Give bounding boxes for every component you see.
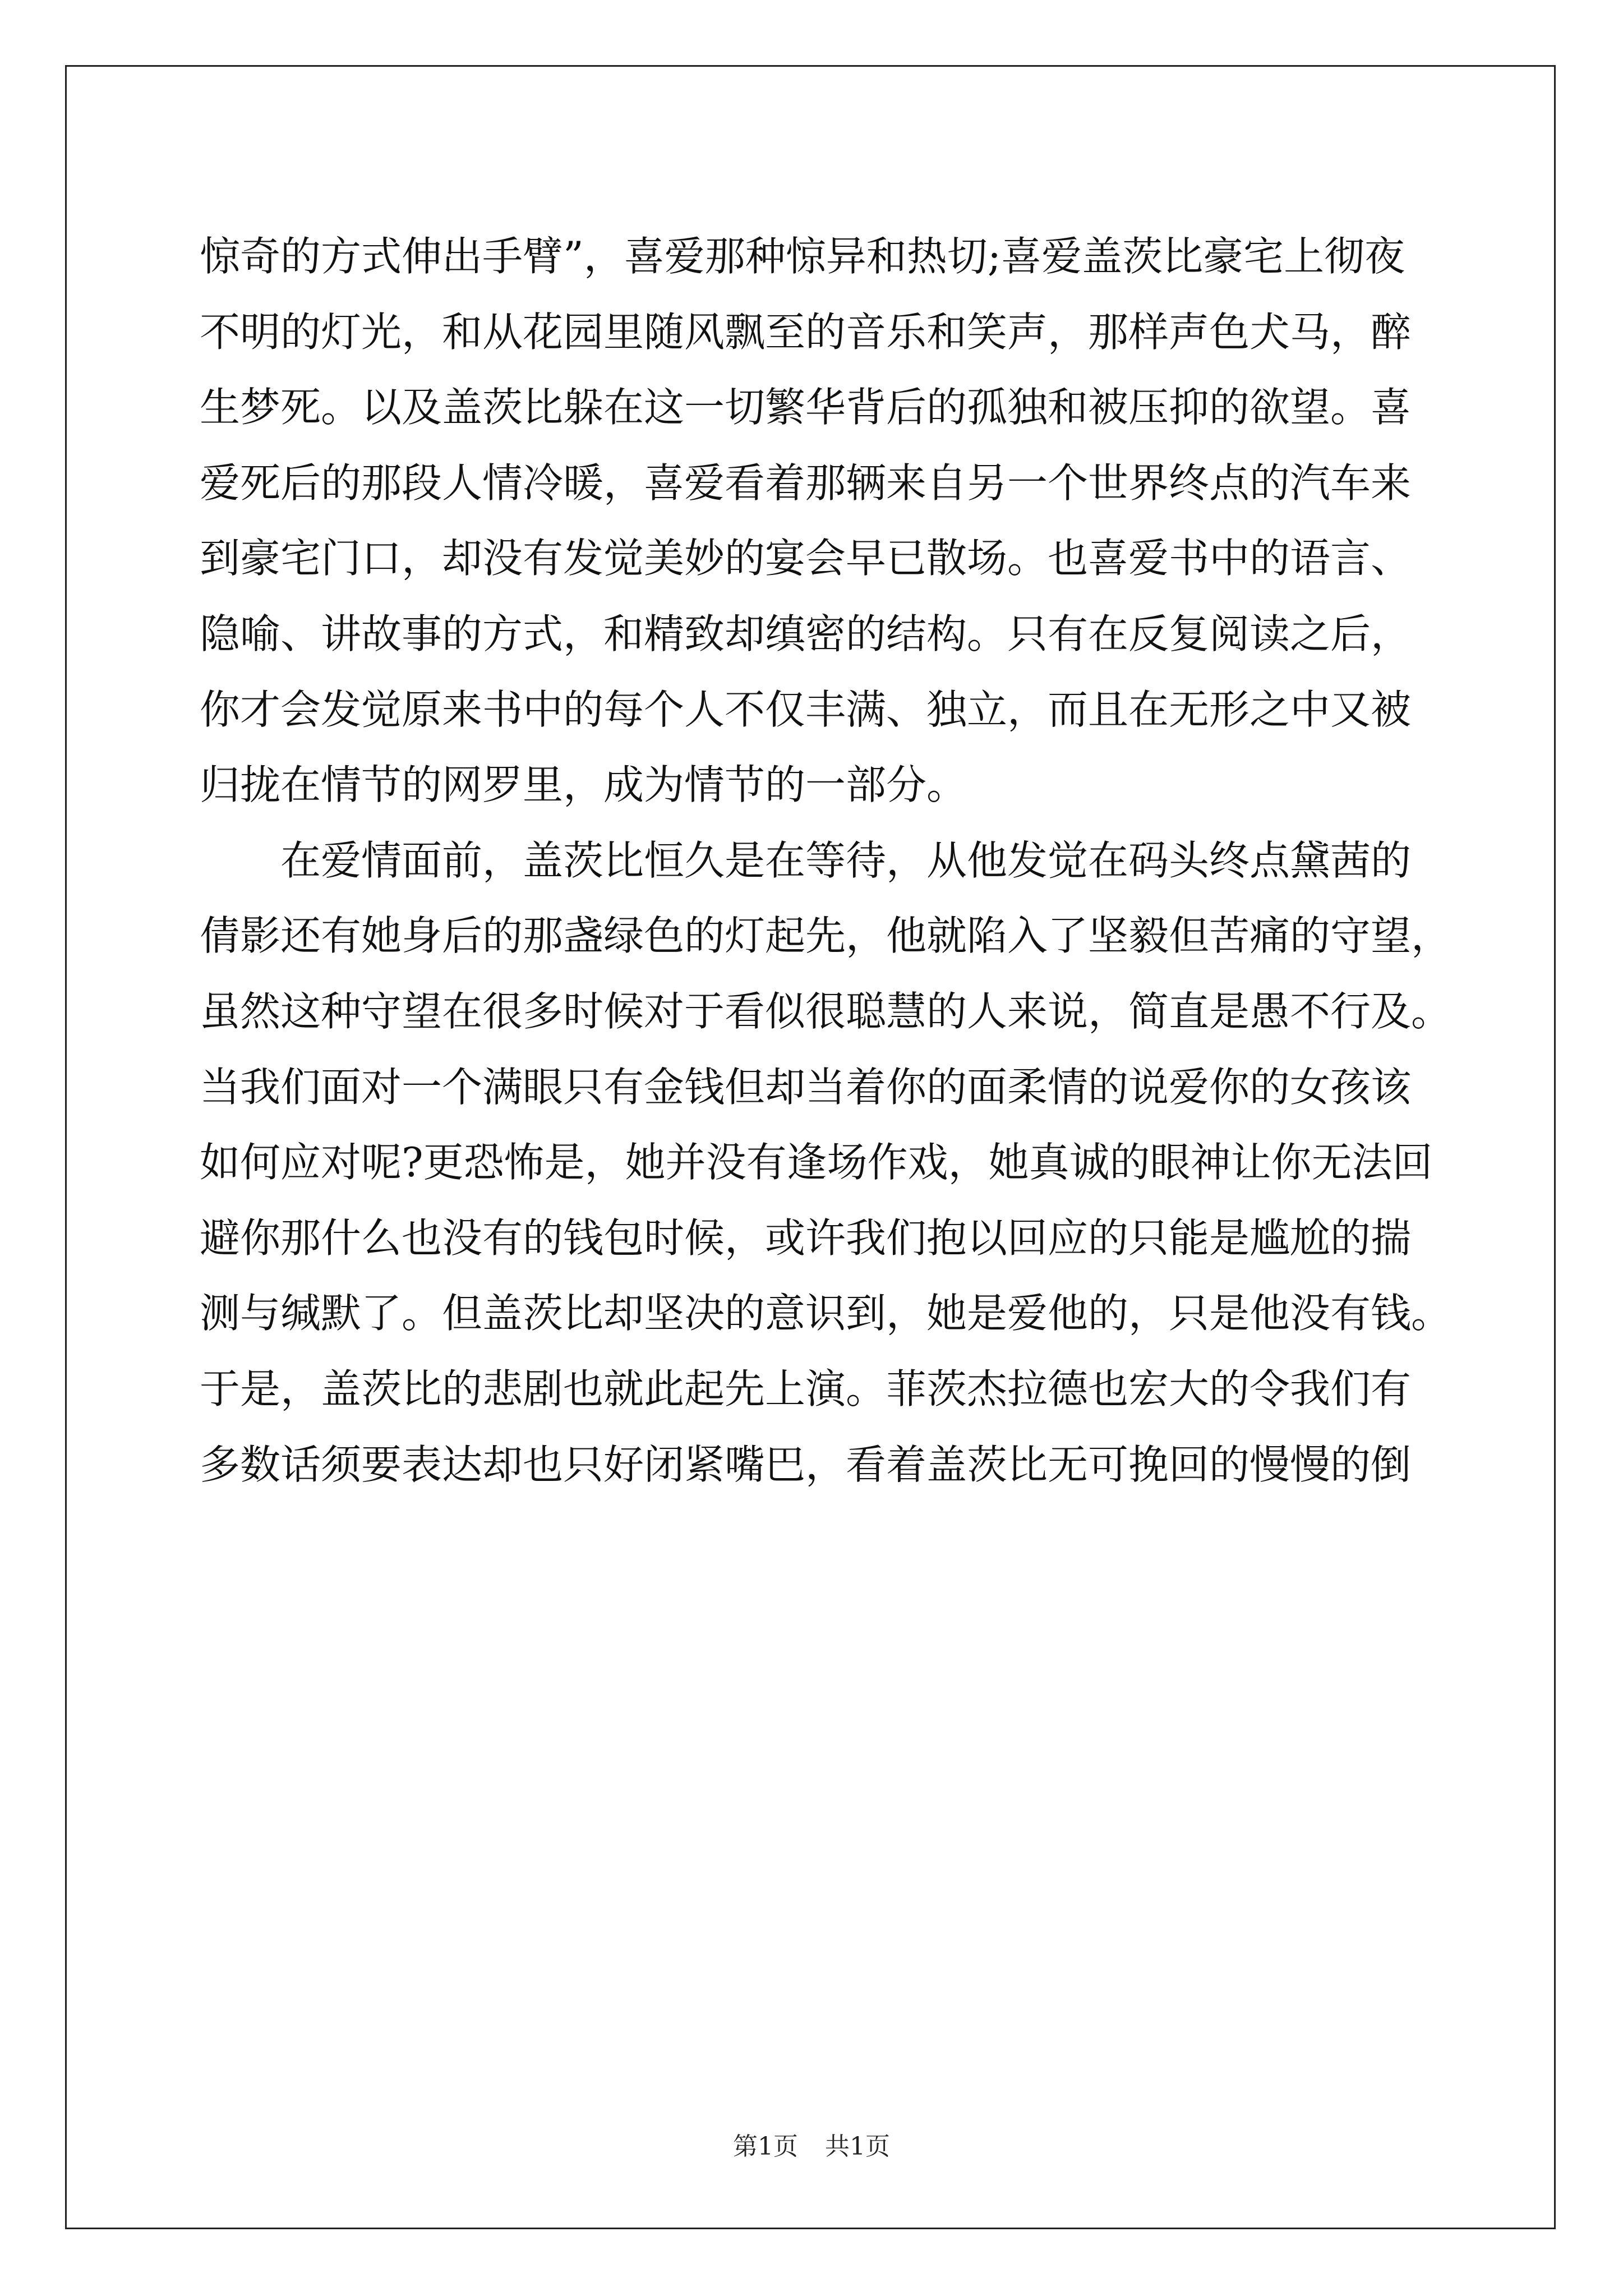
- paragraph-1-line-7: 你才会发觉原来书中的每个人不仅丰满、独立，而且在无形之中又被: [200, 685, 1412, 733]
- page-footer: [0, 2126, 1623, 2162]
- paragraph-1-line-1: 惊奇的方式伸出手臂”，喜爱那种惊异和热切;喜爱盖茨比豪宅上彻夜: [200, 233, 1405, 280]
- page-number-total: 共1页: [825, 2132, 890, 2161]
- paragraph-2-line-5: 如何应对呢?更恐怖是，她并没有逢场作戏，她真诚的眼神让你无法回: [200, 1139, 1433, 1186]
- paragraph-1-line-2: 不明的灯光，和从花园里随风飘至的音乐和笑声，那样声色犬马，醉: [200, 308, 1412, 356]
- paragraph-1-line-6: 隐喻、讲故事的方式，和精致却缜密的结构。只有在反复阅读之后，: [200, 610, 1412, 657]
- paragraph-1-line-8: 归拢在情节的网罗里，成为情节的一部分。: [200, 761, 967, 809]
- paragraph-1-line-4: 爱死后的那段人情冷暖，喜爱看着那辆来自另一个世界终点的汽车来: [200, 459, 1412, 507]
- page-number-current: 第1页: [733, 2132, 798, 2161]
- paragraph-2-line-8: 于是，盖茨比的悲剧也就此起先上演。菲茨杰拉德也宏大的令我们有: [200, 1365, 1412, 1412]
- paragraph-2-line-9: 多数话须要表达却也只好闭紧嘴巴，看着盖茨比无可挽回的慢慢的倒: [200, 1441, 1412, 1488]
- paragraph-1-line-3: 生梦死。以及盖茨比躲在这一切繁华背后的孤独和被压抑的欲望。喜: [200, 384, 1412, 431]
- paragraph-2-line-4: 当我们面对一个满眼只有金钱但却当着你的面柔情的说爱你的女孩该: [200, 1063, 1412, 1111]
- paragraph-2-line-1: 在爱情面前，盖茨比恒久是在等待，从他发觉在码头终点黛茜的: [280, 836, 1412, 884]
- document-body: [200, 219, 1452, 1502]
- paragraph-1-line-5: 到豪宅门口，却没有发觉美妙的宴会早已散场。也喜爱书中的语言、: [200, 535, 1412, 582]
- paragraph-2-line-7: 测与缄默了。但盖茨比却坚决的意识到，她是爱他的，只是他没有钱。: [200, 1290, 1452, 1337]
- paragraph-2-line-2: 倩影还有她身后的那盏绿色的灯起先，他就陷入了坚毅但苦痛的守望，: [200, 912, 1452, 960]
- paragraph-2-line-3: 虽然这种守望在很多时候对于看似很聪慧的人来说，简直是愚不行及。: [200, 987, 1452, 1035]
- paragraph-2-line-6: 避你那什么也没有的钱包时候，或许我们抱以回应的只能是尴尬的揣: [200, 1214, 1412, 1262]
